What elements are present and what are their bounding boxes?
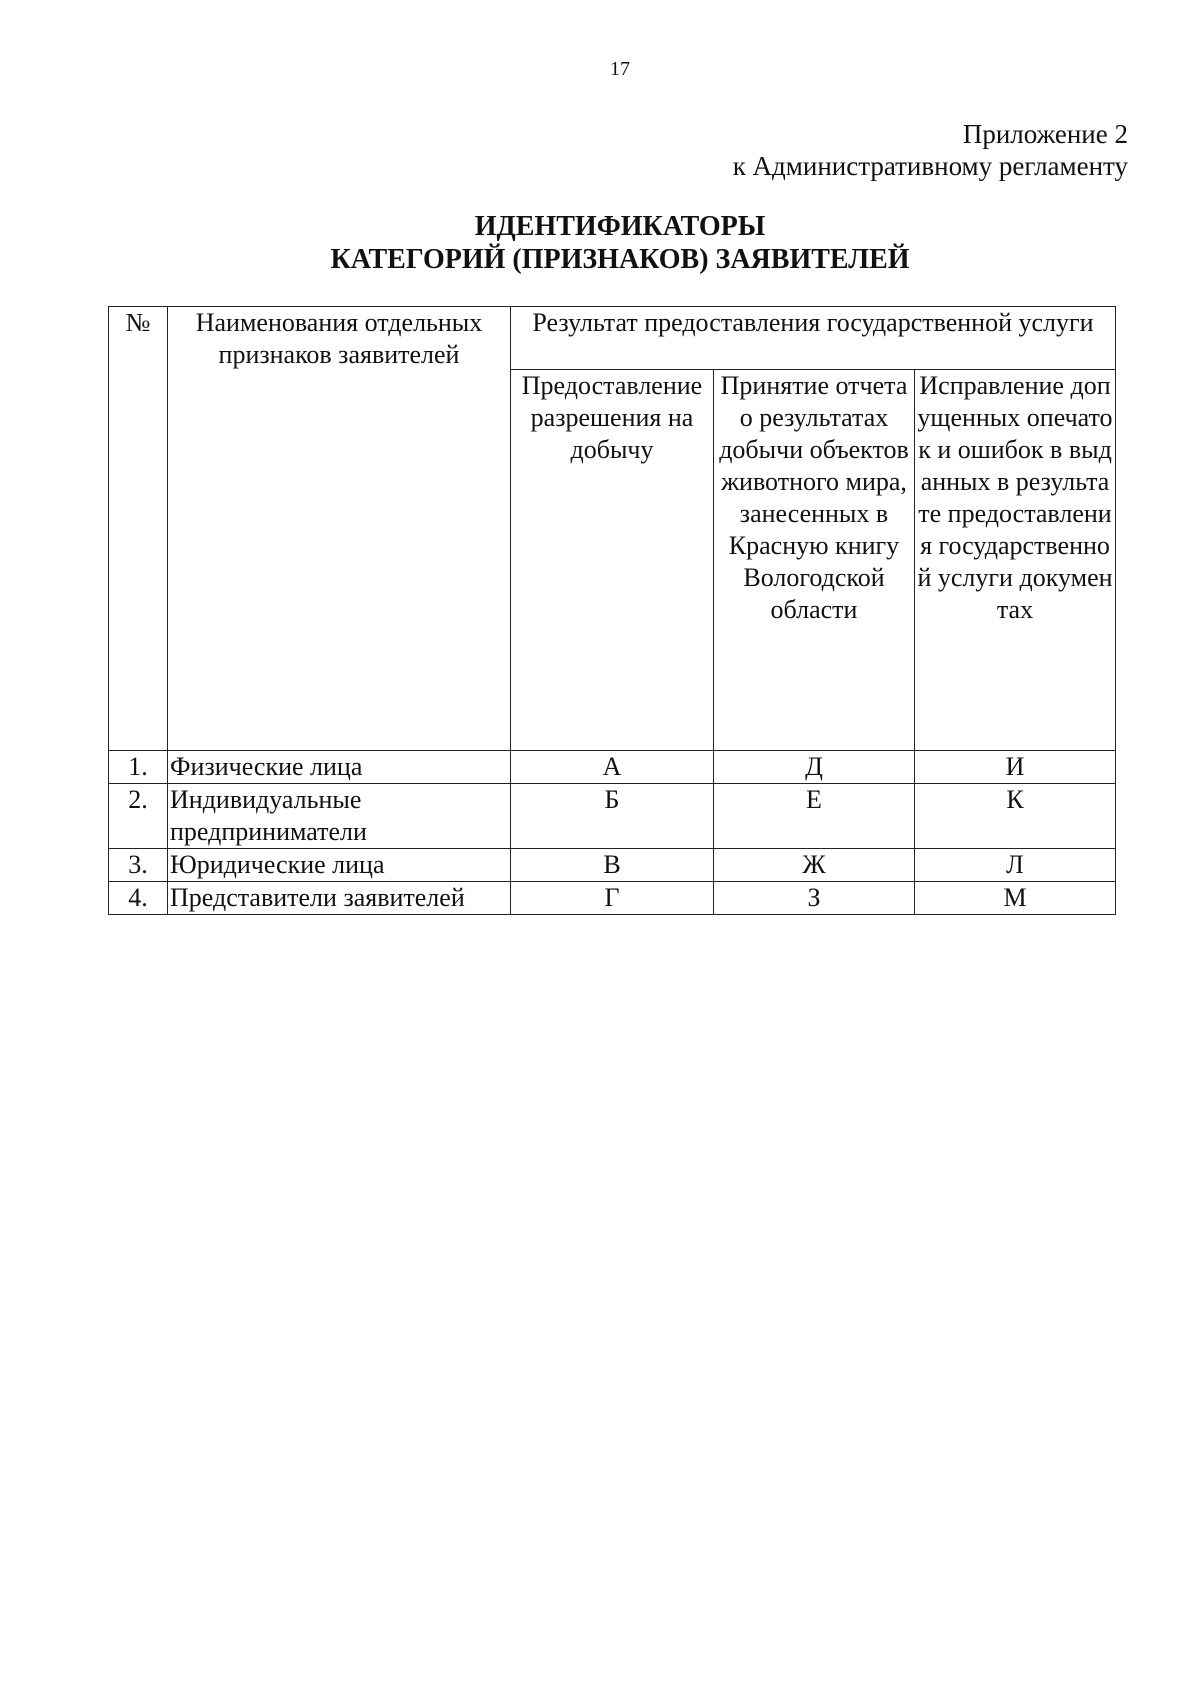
row-number: 2. xyxy=(109,784,168,849)
row-value: Б xyxy=(511,784,714,849)
header-number: № xyxy=(109,307,168,751)
appendix-note xyxy=(733,118,1128,182)
row-value: И xyxy=(915,751,1116,784)
row-value: А xyxy=(511,751,714,784)
header-sub-permit: Предоставление разрешения на добычу xyxy=(511,370,714,751)
table-header-row xyxy=(109,307,1116,370)
table-row xyxy=(109,751,1116,784)
table-row xyxy=(109,882,1116,915)
header-sub-correction: Исправление допущенных опечаток и ошибок в выданных в результате предоставления государственной услуги документах xyxy=(915,370,1116,751)
row-name: Физические лица xyxy=(168,751,511,784)
row-value: Д xyxy=(714,751,915,784)
row-value: Л xyxy=(915,849,1116,882)
appendix-line-2: к Административному регламенту xyxy=(732,151,1128,181)
row-name: Представители заявителей xyxy=(168,882,511,915)
identifiers-table xyxy=(108,306,1116,915)
row-value: В xyxy=(511,849,714,882)
title-line-2: КАТЕГОРИЙ (ПРИЗНАКОВ) ЗАЯВИТЕЛЕЙ xyxy=(330,244,910,275)
row-number: 3. xyxy=(109,849,168,882)
row-number: 4. xyxy=(109,882,168,915)
row-number: 1. xyxy=(109,751,168,784)
table-row xyxy=(109,849,1116,882)
row-value: Ж xyxy=(714,849,915,882)
header-result: Результат предоставления государственной услуги xyxy=(511,307,1116,370)
row-value: М xyxy=(915,882,1116,915)
appendix-line-1: Приложение 2 xyxy=(962,119,1128,149)
header-name: Наименования отдельных признаков заявителей xyxy=(168,307,511,751)
row-value: Г xyxy=(511,882,714,915)
title-line-1: ИДЕНТИФИКАТОРЫ xyxy=(474,211,766,242)
header-sub-report: Принятие отчета о результатах добычи объектов животного мира, занесенных в Красную книгу Вологодской области xyxy=(714,370,915,751)
row-value: З xyxy=(714,882,915,915)
document-title xyxy=(0,210,1200,276)
row-name: Индивидуальные предприниматели xyxy=(168,784,511,849)
row-name: Юридические лица xyxy=(168,849,511,882)
page-number: 17 xyxy=(610,58,630,80)
table-row xyxy=(109,784,1116,849)
row-value: Е xyxy=(714,784,915,849)
row-value: К xyxy=(915,784,1116,849)
